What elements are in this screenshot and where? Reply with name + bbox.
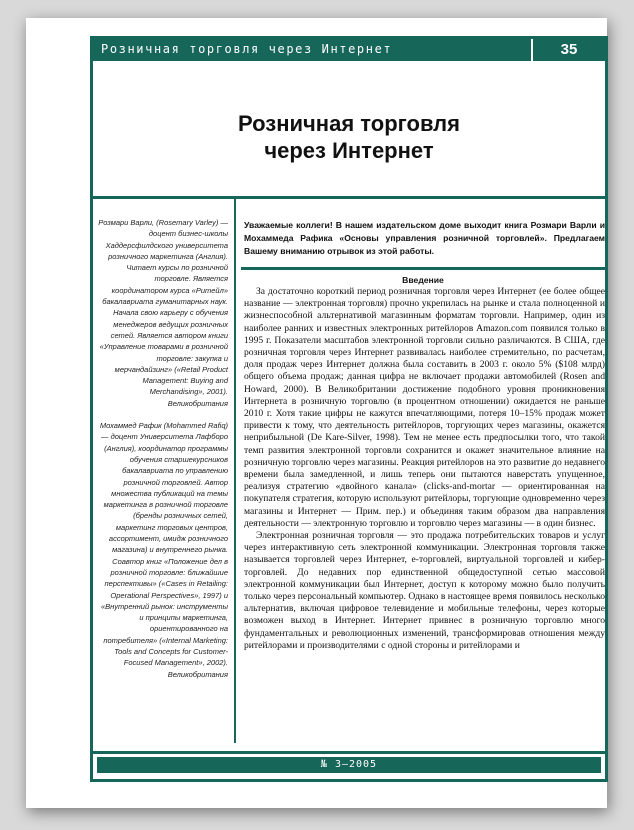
author-bio-rafiq: Мохаммед Рафик (Mohammed Rafiq) — доцент Университета Лафборо (Англия), координатор программы обучения старшекурсников бакалавриата по управлению розничной торговлей. Автор множества публикаций на темы маркетинга в розничной торговле (бренды розничных сетей, маркетинг торговых центров, ассортимент, имидж розничного магазина) и внутреннего рынка. Соавтор книг «Положение дел в розничной торговле: ближайшие перспективы» («Cases in Retailing: Operational Perspectives», 1997) и «Внутренний рынок: инструменты и принципы маркетинга, ориентированного на потребителя» («Internal Marketing: Tools and Concepts for Customer-Focused Management», 2002). Великобритания: [99, 421, 228, 679]
article-title-line-1: Розничная торговля: [238, 111, 460, 136]
body-paragraph: За достаточно короткий период розничная торговля через Интернет (ее более общее название — электронная торговля) прочно укрепилась на рынке и стала полноценной и жизнеспособной альтернативой магазинным форматам торговли. Например, один из наиболее ранних и известных электронных ритейлоров Amazon.com появился только в 1995 г. Показатели масштабов электронной торговли сильно различаются. В США, где розничная торговля через Интернет развивалась наиболее стремительно, по расчетам, доля продаж через Интернет должна была составить в 2003 г. около 5% ($108 млрд) общего объема продаж; данная цифра не включает продажи автомобилей (Rosen and Howard, 2000). В Великобритании достижение подобного уровня проникновения Интернета в розничную торговлю (в процентном отношении) ожидается не раньше 2010 г. Хотя такие цифры не кажутся впечатляющими, потеря 10–15% продаж может привести к тому, что деятельность ритейлоров, торгующих через магазины, окажется неприбыльной (De Kare-Silver, 1998). Тем не менее есть предпосылки того, что такой темп развития электронной торговли сохранится и окажет значительное влияние на розничную торговлю через магазины. Реакция ритейлоров на это развитие до недавнего времени была замедленной, и лишь теперь они пытаются наверстать упущенное, реализуя стратегию «двойного канала» (clicks-and-mortar — ориентированная на покупателя стратегия, которую используют ритейлоры, торгующие одновременно через магазины и Интернет — Прим. пер.) и объединяя таким образом два направления деятельности — электронную торговлю и торговлю через магазины — в один бизнес.: [244, 286, 605, 529]
title-box: [93, 61, 605, 199]
magazine-page: [26, 18, 607, 808]
article-main-column: [241, 199, 605, 743]
running-header: [93, 39, 605, 63]
issue-number: № 3–2005: [97, 757, 601, 773]
article-title: [93, 110, 605, 164]
page-number: 35: [560, 41, 578, 58]
running-title: Розничная торговля через Интернет: [101, 42, 393, 56]
section-heading: Введение: [402, 275, 444, 285]
article-title-line-2: через Интернет: [264, 138, 434, 163]
author-bio-varley: Розмари Варли, (Rosemary Varley) — доцент бизнес-школы Хаддерсфилдского университета розничного маркетинга (Англия). Читает курсы по розничной торговле. Является координатором курса «Ритейл» бакалавриата гуманитарных наук. Начала свою карьеру с обучения менеджеров ведущих розничных сетей. Является автором книги «Управление товарами в розничной торговле: закупка и мерчандайзинг» («Retail Product Management: Buying and Merchandising», 2001). Великобритания: [98, 218, 228, 408]
article-body: [244, 286, 605, 652]
lead-paragraph: Уважаемые коллеги! В нашем издательском доме выходит книга Розмари Варли и Мохаммеда Рафика «Основы управления розничной торговлей». Предлагаем Вашему вниманию отрывок из этой работы.: [244, 220, 605, 256]
body-paragraph: Электронная розничная торговля — это продажа потребительских товаров и услуг через интерактивную сеть электронной коммуникации. Электронная торговля также называется торговлей через Интернет, e-торговлей, виртуальной торговлей и кибер-торговлей. До недавних пор единственной общедоступной сетью массовой электронной коммуникации был Интернет, доступ к которому можно было получить только через персональный компьютер. Однако в настоящее время появилось несколько альтернатив, включая цифровое телевидение и мобильные телефоны, через которые возможен выход в Интернет. Интернет привнес в розничную торговлю много фундаментальных и революционных изменений, трансформировав отношения между ритейлорами и производителями с одной стороны и ритейлорами и: [244, 530, 605, 651]
author-sidebar: [93, 199, 236, 743]
page-frame: [90, 36, 608, 782]
page-footer: [93, 751, 605, 779]
lead-divider: [241, 267, 605, 270]
